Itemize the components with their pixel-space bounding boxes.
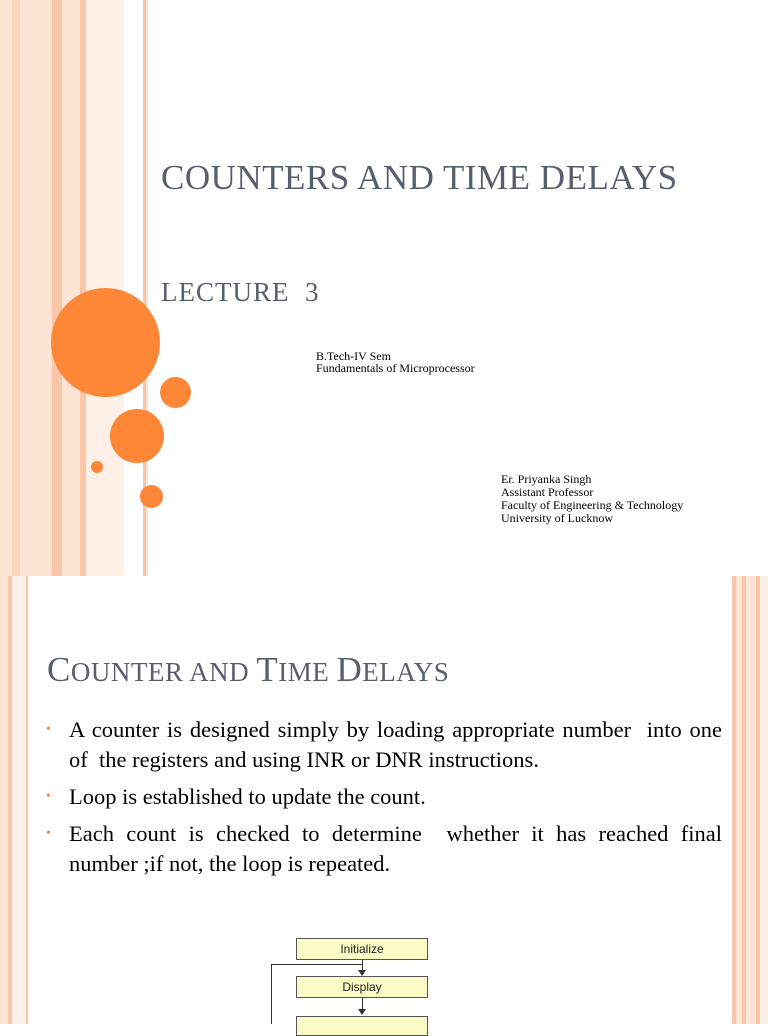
author-faculty: Faculty of Engineering & Technology: [501, 498, 684, 512]
flowchart-loop-line: [271, 964, 362, 965]
decorative-stripe: [12, 576, 26, 1024]
decorative-circle: [110, 409, 164, 463]
title-rest: OUNTER AND: [70, 657, 257, 687]
decorative-stripe: [0, 576, 8, 1024]
slide-title: [47, 648, 449, 694]
author-name: Er. Priyanka Singh: [501, 472, 592, 486]
title-initial: C: [47, 650, 71, 689]
bullet-text: Each count is checked to determine whether it has reached final number ;if not, the loop is repeated.: [69, 821, 728, 876]
flowchart-loop-line: [271, 964, 272, 1024]
bullet-icon: •: [46, 826, 51, 841]
decorative-stripe: [62, 0, 80, 576]
decorative-circle: [140, 485, 163, 508]
bullet-text: A counter is designed simply by loading appropriate number into one of the registers and using INR or DNR instructions.: [69, 717, 728, 772]
title-initial: T: [256, 650, 279, 689]
title-rest: IME: [278, 657, 337, 687]
decorative-stripe: [760, 576, 768, 1024]
bullet-icon: •: [46, 722, 51, 737]
decorative-circle: [160, 377, 191, 408]
arrow-down-icon: [358, 1009, 366, 1015]
title-rest: ELAYS: [362, 657, 450, 687]
list-item: [46, 782, 722, 812]
list-item: [46, 715, 728, 775]
decorative-circle: [91, 461, 103, 473]
flowchart-box-next: [296, 1016, 428, 1036]
slide-title: COUNTERS AND TIME DELAYS: [161, 158, 678, 197]
flowchart-box-initialize: Initialize: [296, 938, 428, 960]
decorative-stripe: [20, 0, 52, 576]
lecture-number: LECTURE 3: [161, 277, 320, 307]
flowchart-connector: [362, 960, 363, 970]
decorative-stripe: [746, 576, 756, 1024]
flowchart-box-display: Display: [296, 976, 428, 998]
title-initial: D: [336, 650, 363, 689]
course-name: Fundamentals of Microprocessor: [316, 361, 475, 375]
course-info: [316, 350, 475, 374]
bullet-list: [46, 715, 728, 886]
decorative-stripe: [26, 576, 28, 1024]
author-designation: Assistant Professor: [501, 485, 594, 499]
bullet-text: Loop is established to update the count.: [69, 784, 426, 809]
author-block: [501, 473, 683, 525]
list-item: [46, 819, 728, 879]
decorative-stripe: [0, 0, 12, 576]
author-university: University of Lucknow: [501, 511, 613, 525]
course-semester: B.Tech-IV Sem: [316, 349, 391, 363]
decorative-stripe: [12, 0, 20, 576]
decorative-stripe: [52, 0, 62, 576]
decorative-circle-large: [51, 288, 160, 397]
bullet-icon: •: [46, 789, 51, 804]
